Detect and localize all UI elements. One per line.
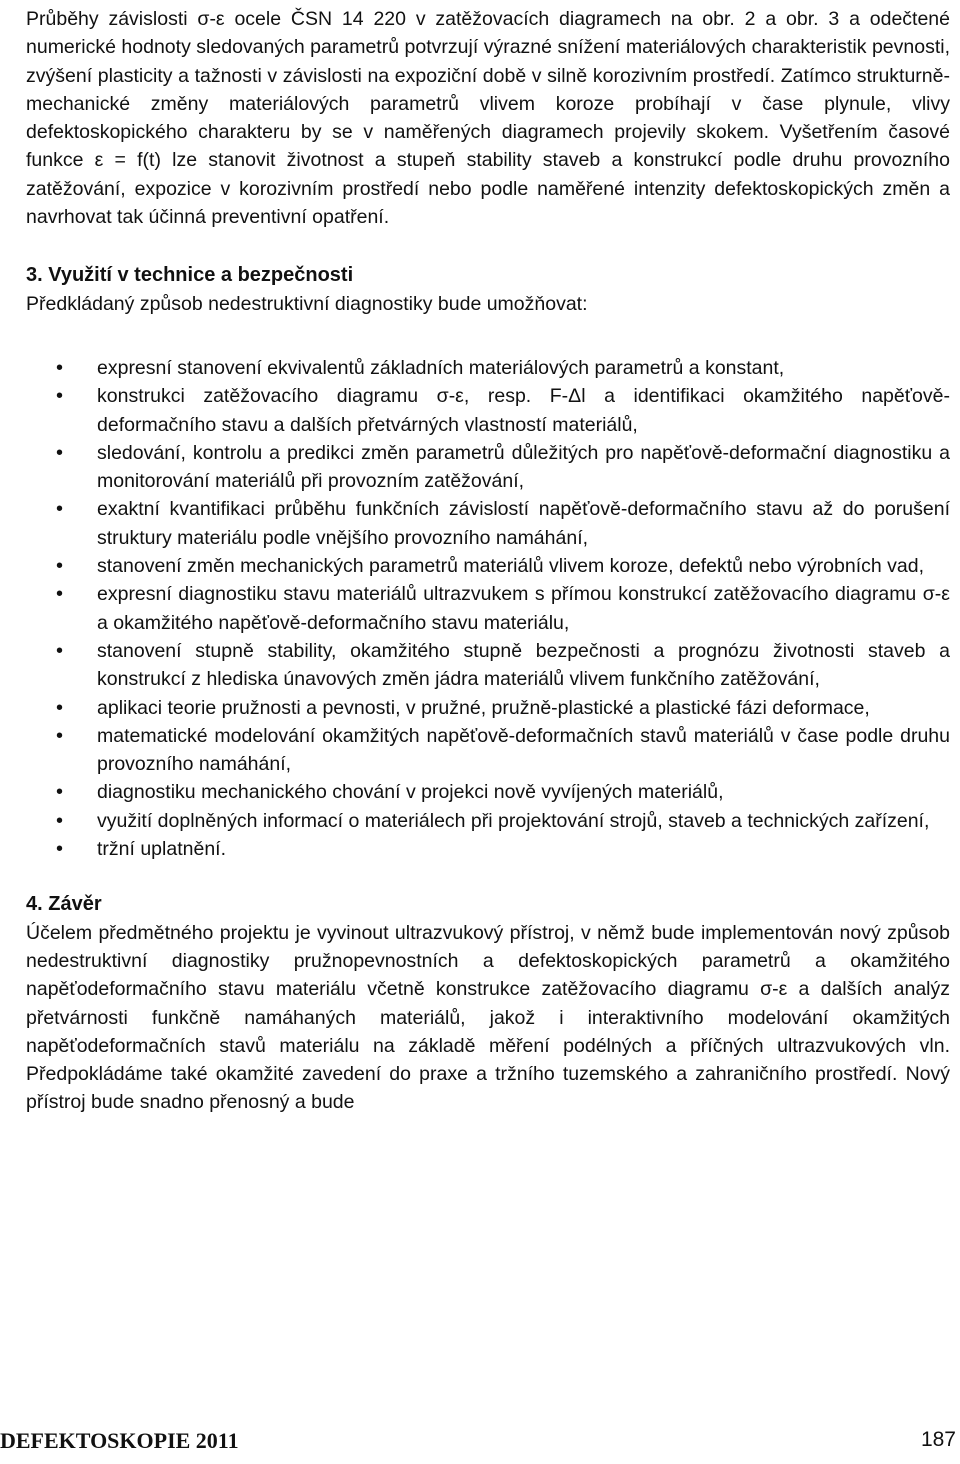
list-item: • stanovení změn mechanických parametrů materiálů vlivem koroze, defektů nebo výrobních vad, <box>26 552 950 580</box>
list-item: • konstrukci zatěžovacího diagramu σ-ε, resp. F-Δl a identifikaci okamžitého napěťově-deformačního stavu a dalších přetvárných vlastností materiálů, <box>26 382 950 439</box>
list-item: • tržní uplatnění. <box>26 835 950 863</box>
section-heading: 3. Využití v technice a bezpečnosti <box>26 264 354 287</box>
page-content <box>26 5 950 1117</box>
list-item: • diagnostiku mechanického chování v projekci nově vyvíjených materiálů, <box>26 778 950 806</box>
list-item: • stanovení stupně stability, okamžitého stupně bezpečnosti a prognózu životnosti staveb a konstrukcí z hlediska únavových změn jádra materiálů vlivem funkčního zatěžování, <box>26 637 950 694</box>
section-heading: 4. Závěr <box>26 893 102 916</box>
list-item: • expresní stanovení ekvivalentů základních materiálových parametrů a konstant, <box>26 354 950 382</box>
bullet-list <box>26 354 950 863</box>
list-item: • expresní diagnostiku stavu materiálů ultrazvukem s přímou konstrukcí zatěžovacího diagramu σ-ε a okamžitého napěťově-deformačního stavu materiálu, <box>26 580 950 637</box>
list-item: • využití doplněných informací o materiálech při projektování strojů, staveb a technických zařízení, <box>26 807 950 835</box>
list-item: • matematické modelování okamžitých napěťově-deformačních stavů materiálů v čase podle druhu provozního namáhání, <box>26 722 950 779</box>
journal-name: DEFEKTOSKOPIE 2011 <box>0 1428 239 1453</box>
body-paragraph: Průběhy závislosti σ-ε ocele ČSN 14 220 v zatěžovacích diagramech na obr. 2 a obr. 3 a odečtené numerické hodnoty sledovaných parametrů potvrzují výrazné snížení materiálových charakteristik pevnosti, zvýšení plasticity a tažnosti v závislosti na expoziční době v silně korozivním prostředí. Zatímco strukturně-mechanické změny materiálových parametrů vlivem koroze probíhají v čase plynule, vlivy defektoskopického charakteru by se v naměřených diagramech projevily skokem. Vyšetřením časové funkce ε = f(t) lze stanovit životnost a stupeň stability staveb a konstrukcí podle druhu provozního zatěžování, expozice v korozivním prostředí nebo podle naměřené intenzity defektoskopických změn a navrhovat tak účinná preventivní opatření. <box>26 8 950 229</box>
list-item: • exaktní kvantifikaci průběhu funkčních závislostí napěťově-deformačního stavu až do porušení struktury materiálu podle vnějšího provozního namáhání, <box>26 495 950 552</box>
page-footer <box>0 1428 956 1454</box>
list-item: • aplikaci teorie pružnosti a pevnosti, v pružné, pružně-plastické a plastické fázi deformace, <box>26 694 950 722</box>
page-number: 187 <box>920 1428 956 1451</box>
section-intro: Předkládaný způsob nedestruktivní diagnostiky bude umožňovat: <box>26 292 588 315</box>
list-item: • sledování, kontrolu a predikci změn parametrů důležitých pro napěťově-deformační diagnostiku a monitorování materiálů při provozním zatěžování, <box>26 439 950 496</box>
body-paragraph: Účelem předmětného projektu je vyvinout ultrazvukový přístroj, v němž bude implementován nový způsob nedestruktivní diagnostiky pružnopevnostních a defektoskopických parametrů a okamžitého napěťodeformačního stavu materiálu včetně konstrukce zatěžovacího diagramu σ-ε a dalších analýz přetvárnosti funkčně namáhaných materiálů, jakož i interaktivního modelování okamžitých napěťodeformačních stavů materiálu na základě měření podélných a příčných ultrazvukových vln. Předpokládáme také okamžité zavedení do praxe a tržního tuzemského a zahraničního prostředí. Nový přístroj bude snadno přenosný a bude <box>26 921 950 1114</box>
